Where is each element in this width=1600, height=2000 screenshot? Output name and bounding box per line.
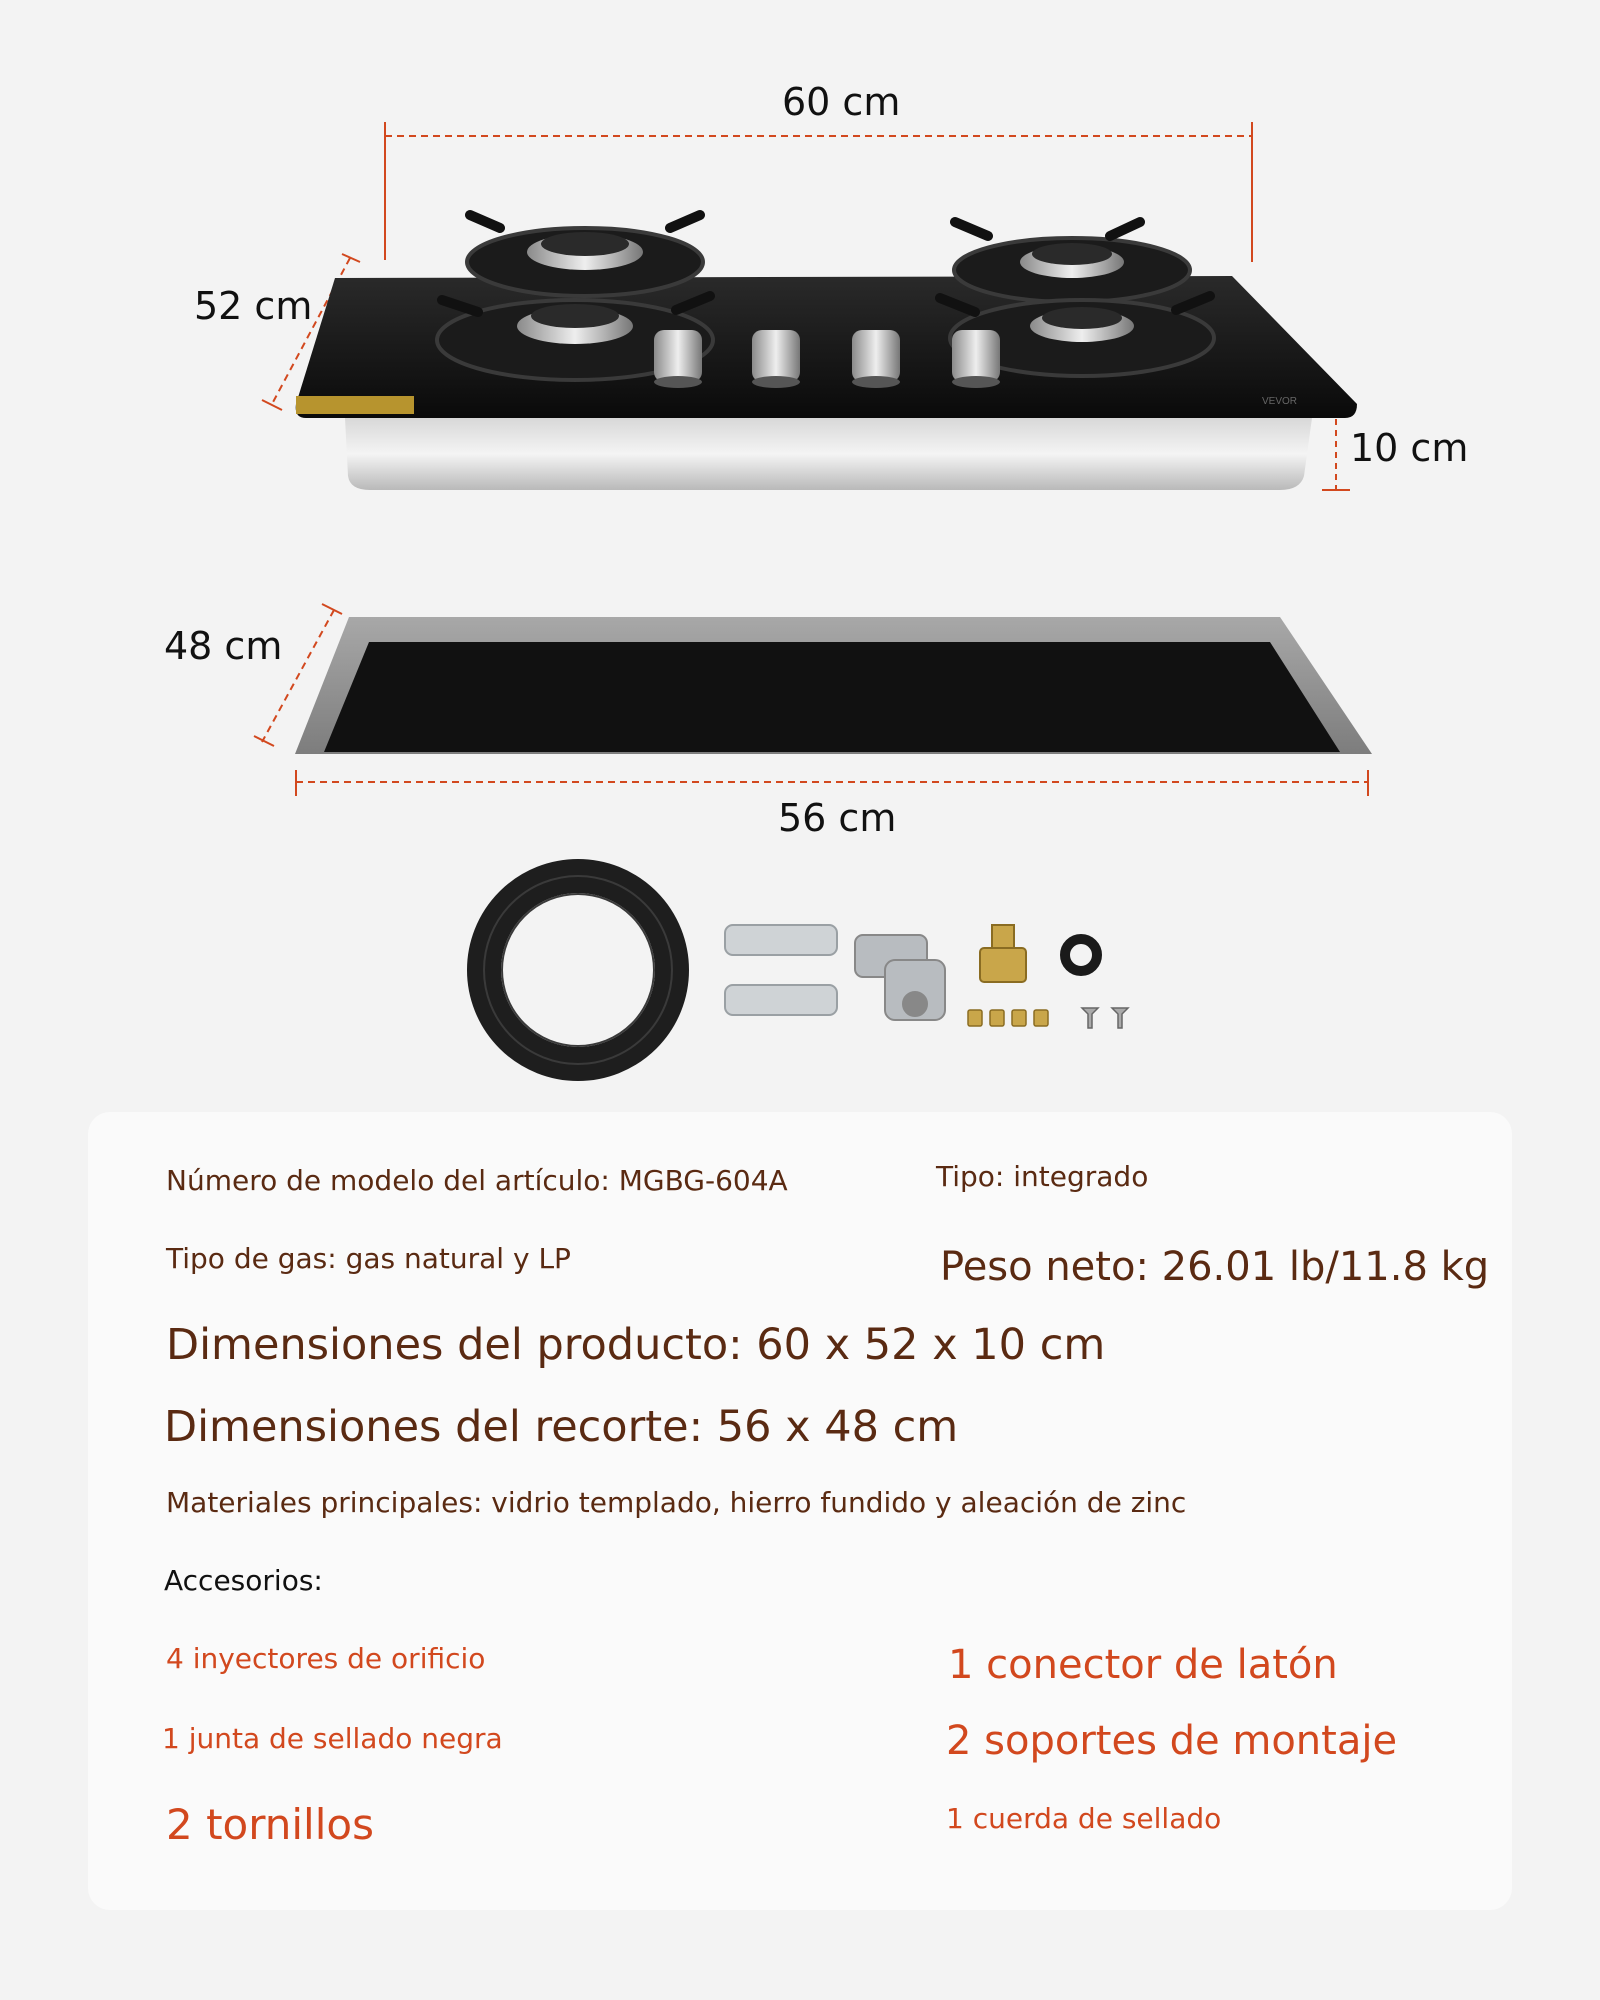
depth-label: 52 cm [194, 284, 313, 328]
net-weight: Peso neto: 26.01 lb/11.8 kg [940, 1244, 1490, 1290]
cutout-dimensions: Dimensiones del recorte: 56 x 48 cm [164, 1402, 959, 1452]
orifice-injectors [968, 1010, 1048, 1026]
model-number: Número de modelo del artículo: MGBG-604A [166, 1164, 788, 1197]
sealing-cord-roll [484, 876, 672, 1064]
cutout-depth-label: 48 cm [164, 624, 283, 668]
cutout-width-dimension-line [296, 770, 1368, 796]
materials: Materiales principales: vidrio templado, hierro fundido y aleación de zinc [166, 1486, 1187, 1519]
width-label: 60 cm [782, 80, 901, 124]
accessory-black-gasket: 1 junta de sellado negra [162, 1722, 503, 1755]
cutout-tray-inner [324, 642, 1340, 752]
mounting-brackets [725, 925, 837, 1015]
elbow-connector [855, 935, 945, 1020]
accessory-screws: 2 tornillos [166, 1800, 374, 1849]
black-gasket [1065, 939, 1097, 971]
accessory-sealing-cord: 1 cuerda de sellado [946, 1802, 1222, 1835]
burner-back-left [467, 228, 703, 296]
accessory-brass-connector: 1 conector de latón [948, 1642, 1338, 1688]
gas-type: Tipo de gas: gas natural y LP [166, 1242, 571, 1275]
accessories-heading: Accesorios: [164, 1564, 323, 1597]
product-dimensions: Dimensiones del producto: 60 x 52 x 10 cm [166, 1320, 1106, 1370]
burner-back-right [954, 238, 1190, 302]
cutout-width-label: 56 cm [778, 796, 897, 840]
accessory-injectors: 4 inyectores de orificio [166, 1642, 486, 1675]
height-label: 10 cm [1350, 426, 1469, 470]
gold-label [296, 396, 414, 414]
brand-mark: VEVOR [1262, 396, 1298, 407]
height-dimension-line [1322, 408, 1350, 490]
spec-card [88, 1112, 1512, 1910]
install-type: Tipo: integrado [936, 1160, 1149, 1193]
brass-connector [980, 925, 1026, 982]
screws [1082, 1008, 1128, 1028]
accessory-mounting-brackets: 2 soportes de montaje [946, 1718, 1398, 1764]
cooktop-steel-body [345, 418, 1312, 490]
